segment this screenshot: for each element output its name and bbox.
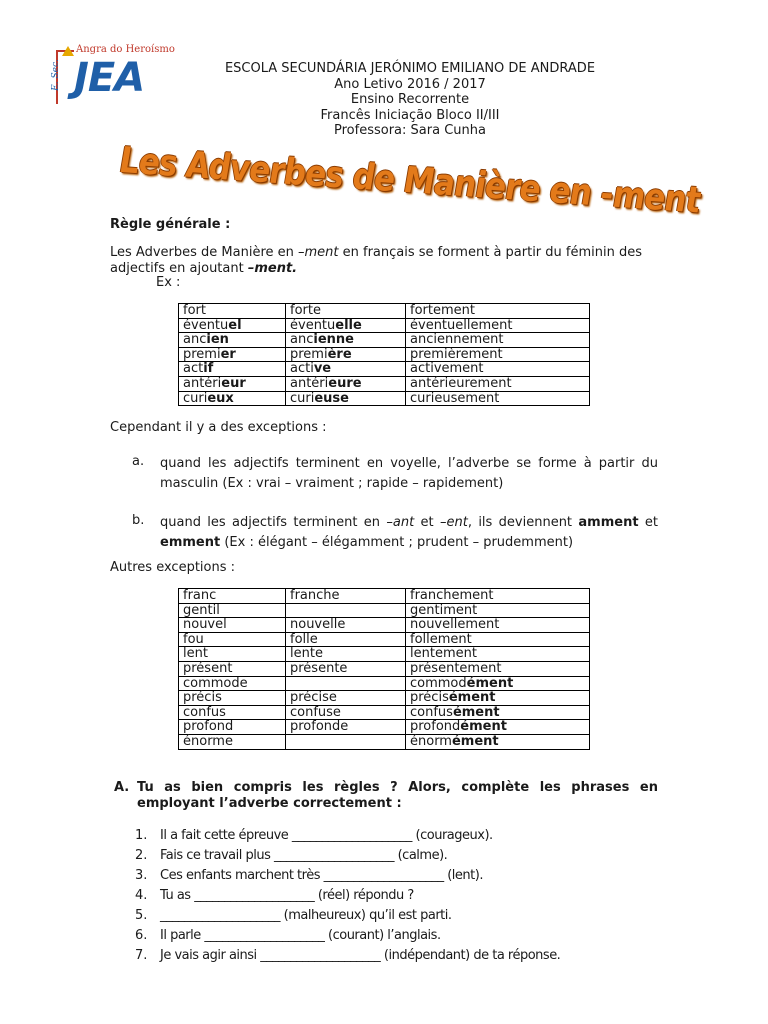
word-stem: franc — [183, 588, 217, 603]
bold-ending: ément — [466, 675, 514, 691]
exception-b-marker: b. — [132, 513, 145, 528]
exception-adverb-row — [179, 589, 590, 604]
masculine-cell — [179, 362, 286, 377]
masculine-cell — [179, 603, 286, 618]
adverb-cell — [406, 691, 590, 706]
feminine-cell — [286, 661, 406, 676]
bold-ending: ément — [452, 704, 500, 720]
exception-b-they-become: , ils deviennent — [467, 515, 579, 530]
feminine-cell — [286, 333, 406, 348]
feminine-cell — [286, 632, 406, 647]
feminine-cell — [286, 376, 406, 391]
exceptions-intro: Cependant il y a des exceptions : — [110, 420, 327, 435]
exception-adverb-row — [179, 691, 590, 706]
adverb-cell — [406, 318, 590, 333]
adverb-cell — [406, 589, 590, 604]
exercise-item — [135, 826, 695, 846]
bold-ending: el — [228, 317, 242, 333]
bold-ending: elle — [335, 317, 362, 333]
word-stem: éventu — [183, 317, 229, 333]
masculine-cell — [179, 661, 286, 676]
masculine-cell — [179, 720, 286, 735]
word-stem: folle — [290, 631, 318, 647]
word-stem: nouvellement — [410, 617, 500, 633]
adverb-cell — [406, 391, 590, 406]
exercise-item-text: ____________________ (malheureux) qu’il est parti. — [160, 908, 452, 923]
feminine-cell — [286, 362, 406, 377]
exception-adverb-row — [179, 734, 590, 749]
regular-adverb-row — [179, 376, 590, 391]
masculine-cell — [179, 647, 286, 662]
masculine-cell — [179, 304, 286, 319]
rule-text-1: Les Adverbes de Manière en — [110, 245, 298, 260]
word-stem: act — [183, 361, 204, 377]
word-stem: nouvel — [183, 617, 227, 633]
program-name: Ensino Recorrente — [350, 92, 470, 107]
course-name: Francês Iniciação Bloco II/III — [320, 107, 500, 123]
exercise-item — [135, 866, 695, 886]
example-label: Ex : — [156, 275, 181, 290]
word-stem: premièrement — [410, 346, 503, 362]
word-stem: lent — [183, 646, 208, 662]
word-stem: acti — [290, 361, 314, 377]
exception-adverb-row — [179, 632, 590, 647]
word-stem: anc — [290, 332, 314, 348]
word-stem: présentement — [410, 660, 502, 676]
exercise-item-number: 7. — [135, 948, 148, 963]
adverb-cell — [406, 362, 590, 377]
bold-ending: ère — [327, 346, 352, 362]
exercise-item-text: Il parle ____________________ (courant) l’anglais. — [160, 928, 441, 943]
word-stem: premi — [183, 346, 221, 362]
exception-adverb-row — [179, 705, 590, 720]
exception-adverb-row — [179, 603, 590, 618]
word-stem: gentiment — [410, 602, 478, 618]
suffix-amment: amment — [578, 515, 639, 530]
exercise-list — [135, 826, 695, 966]
adverb-cell — [406, 603, 590, 618]
bold-ending: ément — [451, 733, 499, 749]
suffix-ent: –ent — [440, 515, 468, 530]
feminine-cell — [286, 618, 406, 633]
rule-ment-1: –ment — [298, 245, 339, 260]
other-exceptions-label: Autres exceptions : — [110, 560, 236, 575]
exception-b-line-1 — [160, 513, 658, 533]
exercise-item-number: 6. — [135, 928, 148, 943]
masculine-cell — [179, 318, 286, 333]
masculine-cell — [179, 391, 286, 406]
exercise-item-text: Je vais agir ainsi ____________________ (indépendant) de ta réponse. — [160, 948, 561, 963]
exercise-item-number: 2. — [135, 848, 148, 863]
word-stem: nouvelle — [290, 617, 346, 633]
adverb-cell — [406, 676, 590, 691]
adverb-cell — [406, 333, 590, 348]
exercise-instructions-line-2: employant l’adverbe correctement : — [137, 796, 402, 811]
exception-adverbs-table — [178, 588, 590, 750]
masculine-cell — [179, 691, 286, 706]
logo-top-text: Angra do Heroísmo — [76, 44, 175, 55]
exercise-item-number: 5. — [135, 908, 148, 923]
feminine-cell — [286, 734, 406, 749]
word-stem: profond — [410, 719, 461, 735]
exception-adverb-row — [179, 618, 590, 633]
word-stem: antérieurement — [410, 375, 512, 391]
bold-ending: ve — [313, 361, 332, 377]
masculine-cell — [179, 705, 286, 720]
word-stem: profond — [183, 719, 234, 735]
word-stem: présent — [183, 660, 233, 676]
bold-ending: eux — [207, 390, 234, 406]
bold-ending: er — [220, 346, 236, 362]
word-stem: précis — [183, 690, 222, 706]
masculine-cell — [179, 632, 286, 647]
exercise-item-number: 3. — [135, 868, 148, 883]
bold-ending: eure — [328, 375, 362, 391]
adverb-cell — [406, 618, 590, 633]
word-stem: énorme — [183, 733, 233, 749]
exception-a-line-2: masculin (Ex : vrai – vraiment ; rapide – rapidement) — [160, 476, 504, 491]
word-stem: fou — [183, 631, 204, 647]
exercise-item — [135, 926, 695, 946]
word-stem: curi — [290, 390, 315, 406]
word-stem: lentement — [410, 646, 477, 662]
feminine-cell — [286, 318, 406, 333]
word-stem: fortement — [410, 303, 475, 318]
suffix-emment: emment — [160, 535, 221, 550]
word-stem: anciennement — [410, 332, 504, 348]
exception-adverb-row — [179, 720, 590, 735]
adverb-cell — [406, 376, 590, 391]
word-stem: activement — [410, 361, 484, 377]
feminine-cell — [286, 589, 406, 604]
bold-ending: if — [203, 361, 214, 377]
word-stem: antéri — [183, 375, 222, 391]
feminine-cell — [286, 304, 406, 319]
exercise-instructions-line-1: Tu as bien compris les règles ? Alors, complète les phrases en — [137, 780, 658, 795]
word-stem: follement — [410, 631, 472, 647]
exception-b-example: (Ex : élégant – élégamment ; prudent – prudemment) — [220, 535, 574, 550]
rule-ment-2: –ment. — [247, 261, 298, 276]
feminine-cell — [286, 691, 406, 706]
exercise-item — [135, 886, 695, 906]
word-stem: présente — [290, 660, 348, 676]
regular-adverb-row — [179, 333, 590, 348]
feminine-cell — [286, 705, 406, 720]
masculine-cell — [179, 376, 286, 391]
bold-ending: ément — [460, 719, 507, 735]
exception-b — [160, 513, 658, 553]
word-stem: profonde — [290, 719, 349, 735]
teacher-name: Professora: Sara Cunha — [334, 123, 486, 138]
adverb-cell — [406, 304, 590, 319]
bold-ending: ément — [448, 690, 496, 706]
exercise-item — [135, 946, 695, 966]
word-stem: confus — [183, 704, 226, 720]
page-title — [120, 140, 740, 222]
exercise-item-text: Ces enfants marchent très ____________________ (lent). — [160, 868, 483, 883]
exercise-item-text: Fais ce travail plus ____________________ (calme). — [160, 848, 448, 863]
word-stem: éventuellement — [410, 317, 513, 333]
exercise-item-number: 4. — [135, 888, 148, 903]
feminine-cell — [286, 391, 406, 406]
feminine-cell — [286, 647, 406, 662]
page-title-text: Les Adverbes de Manière en -ment — [120, 140, 700, 222]
exercise-instructions — [137, 780, 658, 812]
logo-side-text: E. Sec. — [50, 59, 61, 91]
rule-text-2: en français se forment à partir du féminin des — [338, 245, 643, 260]
exercise-item-text: Tu as ____________________ (réel) répondu ? — [160, 888, 414, 903]
bold-ending: eur — [221, 375, 246, 391]
rule-paragraph — [110, 245, 658, 277]
bold-ending: ien — [206, 332, 229, 348]
word-stem: franchement — [410, 588, 494, 603]
logo-main-text: JEA — [74, 55, 145, 101]
adverb-cell — [406, 632, 590, 647]
exception-b-line-2 — [160, 533, 658, 553]
regular-adverb-row — [179, 304, 590, 319]
suffix-ant: –ant — [386, 515, 415, 530]
logo-flag-icon — [62, 46, 74, 56]
masculine-cell — [179, 734, 286, 749]
word-stem: curieusement — [410, 390, 500, 406]
school-name: ESCOLA SECUNDÁRIA JERÓNIMO EMILIANO DE ANDRADE — [224, 61, 596, 76]
regular-adverb-row — [179, 347, 590, 362]
feminine-cell — [286, 347, 406, 362]
word-stem: commode — [183, 675, 248, 691]
regular-adverbs-table — [178, 303, 590, 406]
word-stem: précise — [290, 690, 337, 706]
masculine-cell — [179, 333, 286, 348]
word-stem: antéri — [290, 375, 329, 391]
word-stem: fort — [183, 303, 206, 318]
bold-ending: ienne — [313, 332, 354, 348]
bold-ending: euse — [314, 390, 349, 406]
word-stem: franche — [290, 588, 340, 603]
adverb-cell — [406, 720, 590, 735]
rule-heading: Règle générale : — [110, 217, 231, 232]
exception-a — [160, 454, 658, 494]
exception-adverb-row — [179, 647, 590, 662]
exercise-item — [135, 906, 695, 926]
word-stem: forte — [290, 303, 321, 318]
exception-adverb-row — [179, 661, 590, 676]
word-stem: gentil — [183, 602, 220, 618]
word-stem: confus — [410, 704, 453, 720]
adverb-cell — [406, 661, 590, 676]
masculine-cell — [179, 676, 286, 691]
exception-b-and: et — [414, 515, 440, 530]
adverb-cell — [406, 734, 590, 749]
exception-adverb-row — [179, 676, 590, 691]
word-stem: commod — [410, 675, 467, 691]
word-stem: éventu — [290, 317, 336, 333]
exercise-marker: A. — [114, 780, 130, 795]
exercise-item-number: 1. — [135, 828, 148, 843]
feminine-cell — [286, 676, 406, 691]
regular-adverb-row — [179, 362, 590, 377]
word-stem: anc — [183, 332, 207, 348]
exception-a-marker: a. — [132, 454, 145, 469]
feminine-cell — [286, 720, 406, 735]
exception-a-line-1: quand les adjectifs terminent en voyelle, l’adverbe se forme à partir du — [160, 456, 658, 471]
word-stem: confuse — [290, 704, 341, 720]
adverb-cell — [406, 647, 590, 662]
exercise-item-text: Il a fait cette épreuve ____________________ (courageux). — [160, 828, 493, 843]
word-stem: premi — [290, 346, 328, 362]
word-stem: précis — [410, 690, 449, 706]
word-stem: énorm — [410, 733, 452, 749]
adverb-cell — [406, 705, 590, 720]
masculine-cell — [179, 589, 286, 604]
rule-text-3: adjectifs en ajoutant — [110, 261, 248, 276]
exercise-item — [135, 846, 695, 866]
document-header — [200, 61, 620, 139]
school-year: Ano Letivo 2016 / 2017 — [334, 76, 486, 92]
adverb-cell — [406, 347, 590, 362]
regular-adverb-row — [179, 318, 590, 333]
exception-b-text: quand les adjectifs terminent en — [160, 515, 387, 530]
regular-adverb-row — [179, 391, 590, 406]
word-stem: lente — [290, 646, 323, 662]
feminine-cell — [286, 603, 406, 618]
masculine-cell — [179, 618, 286, 633]
masculine-cell — [179, 347, 286, 362]
word-stem: curi — [183, 390, 208, 406]
school-logo — [48, 44, 175, 104]
exception-b-and-2: et — [638, 515, 658, 530]
